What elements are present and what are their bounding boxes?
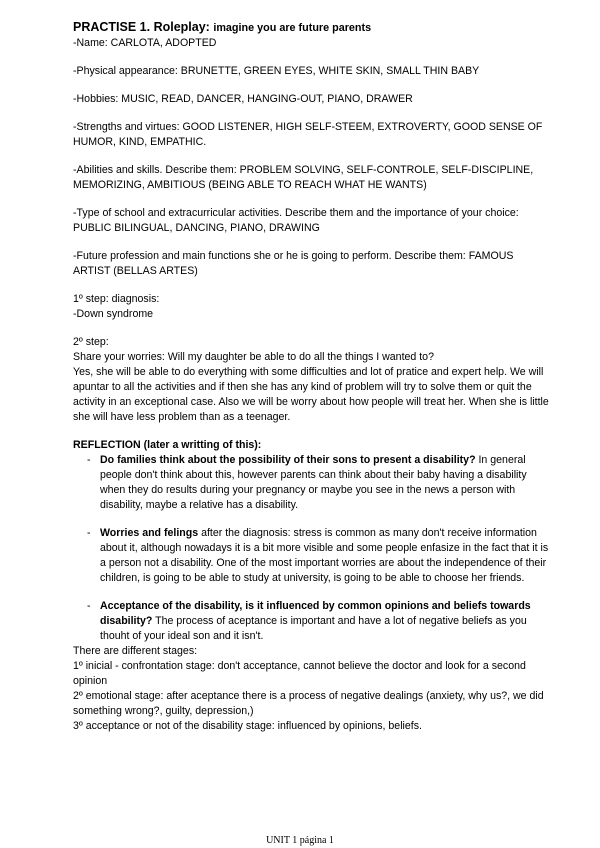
page-title (73, 19, 553, 36)
stage-item: 3º acceptance or not of the disability stage: influenced by opinions, beliefs. (73, 720, 422, 732)
step2-question: Share your worries: Will my daughter be able to do all the things I wanted to? (73, 351, 434, 363)
title-subtitle: imagine you are future parents (213, 22, 372, 34)
document-body (73, 19, 553, 734)
field-name: -Name: CARLOTA, ADOPTED (73, 37, 217, 49)
title-main: PRACTISE 1. Roleplay: (73, 20, 210, 34)
stage-item: 1º inicial - confrontation stage: don't acceptance, cannot believe the doctor and look for a second opinion (73, 660, 526, 687)
reflection-question: Worries and felings (100, 527, 199, 539)
reflection-question: Acceptance of the disability, is it influenced by common opinions and beliefs towards disability? (100, 600, 531, 627)
reflection-item (73, 453, 553, 513)
reflection-answer: In general people don't think about this, however parents can think about their baby having a disability when they do results during your pregnancy or maybe you see in the news a person with disability, maybe a relative has a disability. (100, 454, 527, 511)
field-hobbies: -Hobbies: MUSIC, READ, DANCER, HANGING-OUT, PIANO, DRAWER (73, 93, 413, 105)
reflection-heading: REFLECTION (later a writting of this): (73, 439, 262, 451)
field-school: -Type of school and extracurricular activities. Describe them and the importance of your choice: PUBLIC BILINGUAL, DANCING, PIANO, DRAWING (73, 207, 519, 234)
list-dash: - (87, 527, 91, 539)
list-dash: - (87, 600, 91, 612)
reflection-question: Do families think about the possibility of their sons to present a disability? (100, 454, 476, 466)
step2-answer: Yes, she will be able to do everything with some difficulties and lot of pratice and expert help. We will apuntar to all the activities and if then she has any kind of problem will try to solve them or quit the activity in an exceptional case. Also we will be worry about how people will treat her. When she is little she will have less problem than as a teenager. (73, 366, 549, 423)
reflection-item (73, 599, 553, 644)
reflection-answer: The process of aceptance is important and have a lot of negative beliefs as you thouht of your ideal son and it isn't. (100, 615, 527, 642)
field-physical-appearance: -Physical appearance: BRUNETTE, GREEN EYES, WHITE SKIN, SMALL THIN BABY (73, 65, 480, 77)
reflection-item (73, 526, 553, 586)
step1-diagnosis: -Down syndrome (73, 308, 154, 320)
step2-heading: 2º step: (73, 336, 109, 348)
field-strengths: -Strengths and virtues: GOOD LISTENER, HIGH SELF-STEEM, EXTROVERTY, GOOD SENSE OF HUMOR, KIND, EMPATHIC. (73, 121, 543, 148)
field-profession: -Future profession and main functions she or he is going to perform. Describe them: FAMOUS ARTIST (BELLAS ARTES) (73, 250, 514, 277)
reflection-list (73, 453, 553, 644)
field-abilities: -Abilities and skills. Describe them: PROBLEM SOLVING, SELF-CONTROLE, SELF-DISCIPLINE, MEMORIZING, AMBITIOUS (BEING ABLE TO REACH WHAT HE WANTS) (73, 164, 534, 191)
page-footer: UNIT 1 página 1 (266, 835, 334, 846)
stage-item: 2º emotional stage: after aceptance there is a process of negative dealings (anxiety, why us?, we did something wrong?, guilty, depression,) (73, 690, 544, 717)
reflection-answer: after the diagnosis: stress is common as many don't receive information about it, although nowadays it is a bit more visible and some people enfasize in the fact that it is a person not a disability. One of the most important worries are about the independence of their children, is going to be able to study at university, is going to be able to choose her friends. (100, 527, 549, 584)
stages-intro: There are different stages: (73, 645, 198, 657)
step1-heading: 1º step: diagnosis: (73, 293, 160, 305)
list-dash: - (87, 454, 91, 466)
